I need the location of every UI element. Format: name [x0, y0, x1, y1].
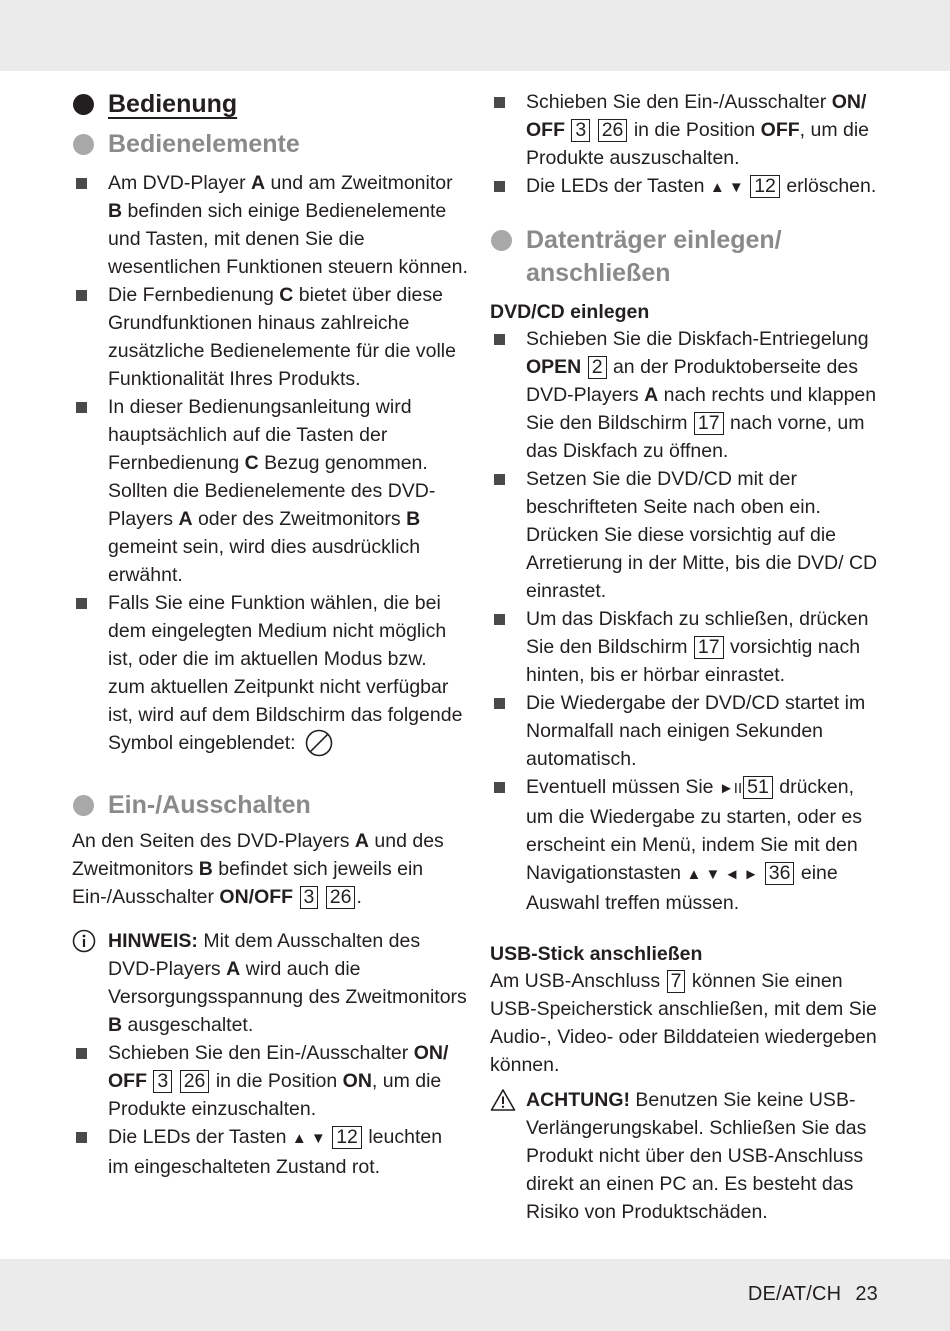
page-number: 23	[855, 1283, 878, 1305]
subheading-datentraeger: Datenträger einlegen/ anschließen	[490, 224, 885, 290]
bullet-dot-icon	[491, 230, 512, 251]
ausschalten-list	[490, 88, 885, 202]
bullet-dot-icon	[73, 795, 94, 816]
bedienelemente-list	[72, 169, 468, 757]
square-bullet-icon	[494, 782, 505, 793]
play-pause-icon: ►II	[718, 780, 743, 797]
page-footer	[734, 1283, 878, 1306]
list-item: Schieben Sie den Ein-/Ausschalter ON/ OFF 3 26 in die Position OFF, um die Produkte auszuschalten.	[490, 88, 885, 172]
achtung-warning: ACHTUNG! Benutzen Sie keine USB-Verlängerungskabel. Schließen Sie das Produkt nicht über den USB-Anschluss direkt an einen PC an. Es besteht das Risiko von Produktschäden.	[490, 1086, 885, 1226]
square-bullet-icon	[494, 334, 505, 345]
subheading-bedienelemente: Bedienelemente	[72, 128, 468, 161]
dvd-list	[490, 325, 885, 917]
list-item: Die LEDs der Tasten ▲ ▼ 12 erlöschen.	[490, 172, 885, 202]
square-bullet-icon	[76, 402, 87, 413]
warning-triangle-icon	[490, 1088, 516, 1112]
list-item: Schieben Sie den Ein-/Ausschalter ON/ OFF 3 26 in die Position ON, um die Produkte einzuschalten.	[72, 1039, 468, 1123]
square-bullet-icon	[76, 290, 87, 301]
footer-region: DE/AT/CH	[747, 1283, 842, 1305]
section-heading-bedienung: Bedienung	[72, 88, 468, 121]
square-bullet-icon	[494, 698, 505, 709]
usb-paragraph: Am USB-Anschluss 7 können Sie einen USB-Speicherstick anschließen, mit dem Sie Audio-, Video- oder Bilddateien wiedergeben können.	[490, 970, 877, 1076]
list-item: Am DVD-Player A und am Zweitmonitor B befinden sich einige Bedienelemente und Tasten, mit denen Sie die wesentlichen Funktionen steuern können.	[72, 169, 468, 281]
square-bullet-icon	[494, 181, 505, 192]
list-item: Die Wiedergabe der DVD/CD startet im Normalfall nach einigen Sekunden automatisch.	[490, 689, 885, 773]
subheading-dvd-cd-einlegen: DVD/CD einlegen	[490, 301, 650, 323]
list-item: Eventuell müssen Sie ►II 51 drücken, um die Wiedergabe zu starten, oder es erscheint ein Menü, indem Sie mit den Navigationstasten ▲ ▼ ◄ ► 36 eine Auswahl treffen müssen.	[490, 773, 885, 917]
list-item: Um das Diskfach zu schließen, drücken Sie den Bildschirm 17 vorsichtig nach hinten, bis er hörbar einrastet.	[490, 605, 885, 689]
list-item: Die Fernbedienung C bietet über diese Grundfunktionen hinaus zahlreiche zusätzliche Bedienelemente für die volle Funktionalität Ihres Produkts.	[72, 281, 468, 393]
square-bullet-icon	[76, 1048, 87, 1059]
list-item: Setzen Sie die DVD/CD mit der beschrifteten Seite nach oben ein. Drücken Sie diese vorsichtig auf die Arretierung in der Mitte, bis die DVD/ CD einrastet.	[490, 465, 885, 605]
bullet-dot-icon	[73, 134, 94, 155]
left-column	[72, 88, 468, 1181]
bullet-dot-icon	[73, 94, 94, 115]
right-column	[490, 88, 885, 1226]
header-band	[0, 0, 950, 71]
up-down-arrows-icon: ▲ ▼	[291, 1130, 326, 1147]
up-down-arrows-icon: ▲ ▼	[709, 179, 744, 196]
navigation-arrows-icon: ▲ ▼ ◄ ►	[686, 866, 759, 883]
subheading-usb-stick: USB-Stick anschließen	[490, 943, 703, 965]
list-item: Schieben Sie die Diskfach-Entriegelung OPEN 2 an der Produktoberseite des DVD-Players A nach rechts und klappen Sie den Bildschirm 17 nach vorne, um das Diskfach zu öffnen.	[490, 325, 885, 465]
square-bullet-icon	[76, 598, 87, 609]
list-item: In dieser Bedienungsanleitung wird hauptsächlich auf die Tasten der Fernbedienung C Bezug genommen. Sollten die Bedienelemente des DVD-Players A oder des Zweitmonitors B gemeint sein, wird dies ausdrücklich erwähnt.	[72, 393, 468, 589]
list-item: Falls Sie eine Funktion wählen, die bei dem eingelegten Medium nicht möglich ist, oder die im aktuellen Modus bzw. zum aktuellen Zeitpunkt nicht verfügbar ist, wird auf dem Bildschirm das folgende Symbol eingeblendet:	[72, 589, 468, 757]
ein-ausschalten-paragraph: An den Seiten des DVD-Players A und des Zweitmonitors B befindet sich jeweils ein Ein-/Ausschalter ON/OFF 3 26 .	[72, 830, 444, 908]
prohibited-icon	[305, 729, 333, 757]
subheading-ein-ausschalten: Ein-/Ausschalten	[72, 789, 468, 822]
hinweis-note: HINWEIS: Mit dem Ausschalten des DVD-Players A wird auch die Versorgungsspannung des Zweitmonitors B ausgeschaltet.	[72, 927, 468, 1039]
square-bullet-icon	[76, 178, 87, 189]
list-item: Die LEDs der Tasten ▲ ▼ 12 leuchten im eingeschalteten Zustand rot.	[72, 1123, 468, 1181]
info-icon	[72, 929, 96, 953]
square-bullet-icon	[76, 1132, 87, 1143]
ein-ausschalten-list	[72, 1039, 468, 1181]
square-bullet-icon	[494, 97, 505, 108]
square-bullet-icon	[494, 614, 505, 625]
square-bullet-icon	[494, 474, 505, 485]
